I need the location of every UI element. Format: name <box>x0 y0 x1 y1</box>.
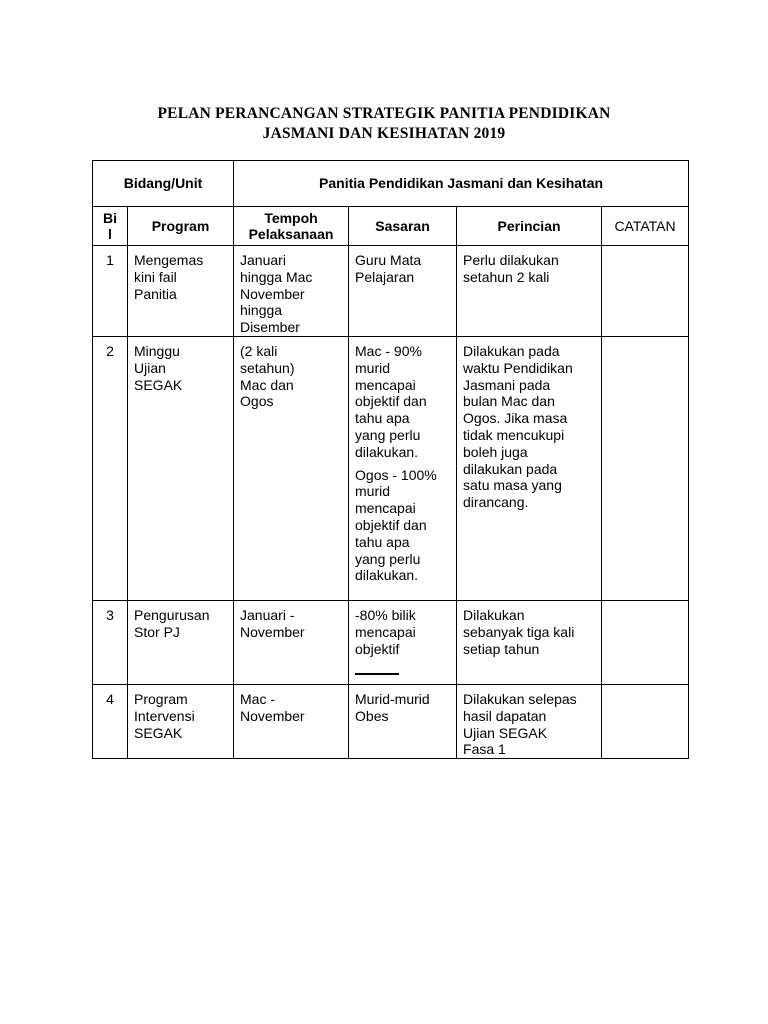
row-catatan <box>602 336 689 600</box>
row-sasaran-text: Mac - 90% murid mencapai objektif dan tahu apa yang perlu dilakukan. <box>355 342 427 460</box>
row-perincian: Dilakukan selepas hasil dapatan Ujian SEGAK Fasa 1 <box>457 684 602 758</box>
title-line-1: PELAN PERANCANGAN STRATEGIK PANITIA PENDIDIKAN <box>157 105 611 122</box>
table-row <box>93 600 689 684</box>
row-program: Minggu Ujian SEGAK <box>128 336 234 600</box>
table-row <box>93 336 689 600</box>
title-line-2: JASMANI DAN KESIHATAN 2019 <box>262 125 506 142</box>
row-catatan <box>602 684 689 758</box>
header-catatan: CATATAN <box>602 207 689 246</box>
row-sasaran-text: Murid-murid Obes <box>355 690 430 724</box>
row-perincian: Dilakukan sebanyak tiga kali setiap tahun <box>457 600 602 684</box>
table-row <box>93 246 689 337</box>
header-sasaran: Sasaran <box>349 207 457 246</box>
row-sasaran-text: -80% bilik mencapai objektif <box>355 606 416 657</box>
row-perincian: Dilakukan pada waktu Pendidikan Jasmani pada bulan Mac dan Ogos. Jika masa tidak mencukupi boleh juga dilakukan pada satu masa yang dirancang. <box>457 336 602 600</box>
row-tempoh: (2 kali setahun) Mac dan Ogos <box>234 336 349 600</box>
header-bil: Bi l <box>93 207 128 246</box>
header-row <box>93 207 689 246</box>
row-sasaran <box>349 336 457 600</box>
row-sasaran-text-2: Ogos - 100% murid mencapai objektif dan tahu apa yang perlu dilakukan. <box>355 466 437 584</box>
row-bil: 4 <box>93 684 128 758</box>
row-program: Pengurusan Stor PJ <box>128 600 234 684</box>
row-sasaran <box>349 684 457 758</box>
row-tempoh: Januari hingga Mac November hingga Disember <box>234 246 349 337</box>
row-tempoh: Mac - November <box>234 684 349 758</box>
row-bil: 1 <box>93 246 128 337</box>
unit-row <box>93 161 689 207</box>
table-row <box>93 684 689 758</box>
strategic-plan-table <box>92 160 689 759</box>
document-title <box>0 104 768 144</box>
row-program: Program Intervensi SEGAK <box>128 684 234 758</box>
row-sasaran-text: Guru Mata Pelajaran <box>355 252 422 285</box>
unit-label: Bidang/Unit <box>93 161 234 207</box>
row-bil: 2 <box>93 336 128 600</box>
unit-value: Panitia Pendidikan Jasmani dan Kesihatan <box>234 161 689 207</box>
dash-line <box>355 673 399 675</box>
header-program: Program <box>128 207 234 246</box>
header-perincian: Perincian <box>457 207 602 246</box>
row-perincian: Perlu dilakukan setahun 2 kali <box>457 246 602 337</box>
row-tempoh: Januari - November <box>234 600 349 684</box>
row-sasaran <box>349 600 457 684</box>
row-program: Mengemas kini fail Panitia <box>128 246 234 337</box>
row-catatan <box>602 246 689 337</box>
row-sasaran <box>349 246 457 337</box>
row-catatan <box>602 600 689 684</box>
header-tempoh: Tempoh Pelaksanaan <box>234 207 349 246</box>
row-bil: 3 <box>93 600 128 684</box>
